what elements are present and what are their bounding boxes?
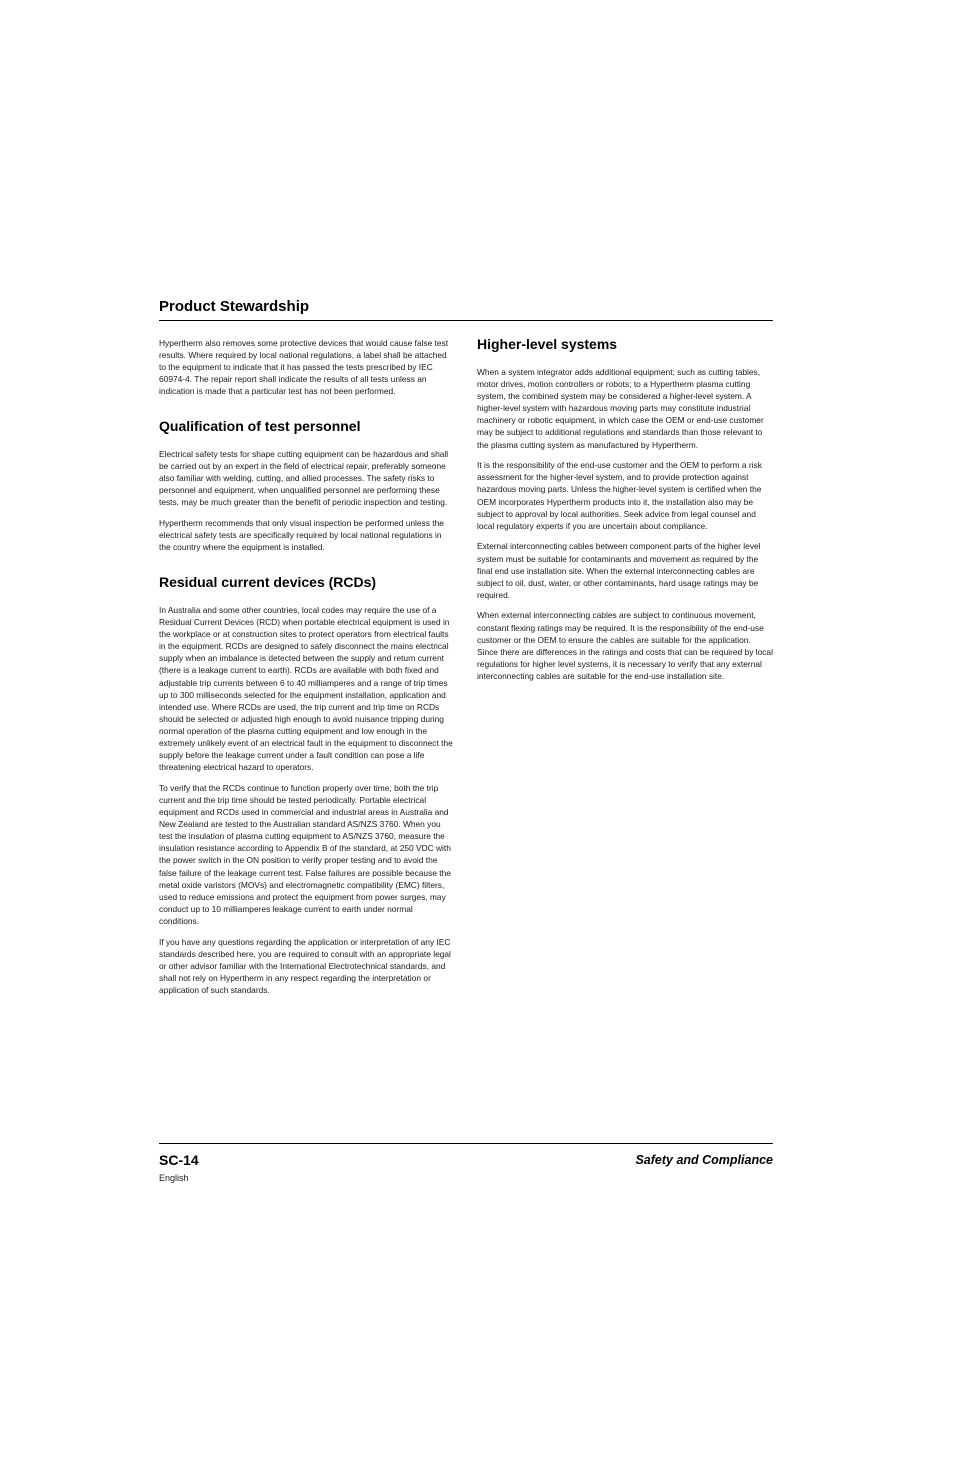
higher-level-paragraph-2: It is the responsibility of the end-use customer and the OEM to perform a risk assessment for the higher-level system, and to provide protection against hazardous moving parts. Unless the higher-level system is certified when the OEM incorporates Hypertherm products into it, the installation also may be subject to approval by local authorities. Seek advice from legal counsel and local regulatory experts if you are uncertain about compliance. — [477, 460, 762, 531]
higher-level-paragraph-4: When external interconnecting cables are subject to continuous movement, constant flexing ratings may be required. It is the responsibility of the end-use customer or the OEM to ensure the cables are suitable for the application. Since there are differences in the ratings and costs that can be required by local regulations for higher level systems, it is necessary to verify that any external interconnecting cables are suitable for the end-use installation site. — [477, 610, 773, 681]
page-number: SC-14 — [159, 1152, 199, 1168]
rcd-paragraph-3: If you have any questions regarding the application or interpretation of any IEC standards described here, you are required to consult with an appropriate legal or other advisor familiar with the International Electrotechnical standards, and shall not rely on Hypertherm in any respect regarding the interpretation or application of such standards. — [159, 936, 451, 995]
qualification-paragraph-1: Electrical safety tests for shape cutting equipment can be hazardous and shall be carried out by an expert in the field of electrical repair, preferably someone also familiar with welding, cutting, and allied processes. The safety risks to personnel and equipment, when unqualified personnel are performing these tests, may be much greater than the benefit of periodic inspection and testing. — [159, 449, 449, 508]
higher-level-paragraph-1: When a system integrator adds additional equipment; such as cutting tables, motor drives, motion controllers or robots; to a Hypertherm plasma cutting system, the combined system may be considered a higher-level system. A higher-level system with hazardous moving parts may constitute industrial machinery or robotic equipment, in which case the OEM or end-use customer may be subject to additional regulations and standards than those relevant to the plasma cutting system as manufactured by Hypertherm. — [477, 367, 764, 450]
rcd-paragraph-1: In Australia and some other countries, local codes may require the use of a Residual Current Devices (RCD) when portable electrical equipment is used in the workplace or at construction sites to protect operators from electrical faults in the equipment. RCDs are designed to safely disconnect the mains electrical supply when an imbalance is detected between the supply and return current (there is a leakage current to earth). RCDs are available with both fixed and adjustable trip currents between 6 to 40 milliamperes and a range of trip times up to 300 milliseconds selected for the equipment installation, application and intended use. Where RCDs are used, the trip current and trip time on RCDs should be selected or adjusted high enough to avoid nuisance tripping during normal operation of the plasma cutting equipment and low enough in the extremely unlikely event of an electrical fault in the equipment to disconnect the supply before the leakage current under a fault condition can pose a life threatening electrical hazard to operators. — [159, 605, 453, 773]
right-column — [477, 336, 773, 691]
language-label: English — [159, 1173, 189, 1183]
header-rule — [159, 320, 773, 321]
intro-paragraph: Hypertherm also removes some protective devices that would cause false test results. Where required by local national regulations, a label shall be attached to the equipment to indicate that it has passed the tests prescribed by IEC 60974-4. The repair report shall indicate the results of all tests unless an indication is made that a particular test has not been performed. — [159, 338, 449, 397]
heading-qualification: Qualification of test personnel — [159, 418, 361, 435]
document-title: Safety and Compliance — [635, 1153, 773, 1167]
qualification-paragraph-2: Hypertherm recommends that only visual inspection be performed unless the electrical safety tests are specifically required by local national regulations in the country where the equipment is installed. — [159, 518, 444, 553]
left-column — [159, 337, 455, 1005]
heading-rcd: Residual current devices (RCDs) — [159, 574, 377, 590]
footer-rule — [159, 1143, 773, 1144]
rcd-paragraph-2: To verify that the RCDs continue to function properly over time, both the trip current and the trip time should be tested periodically. Portable electrical equipment and RCDs used in commercial and industrial areas in Australia and New Zealand are tested to the Australian standard AS/NZS 3760. When you test the insulation of plasma cutting equipment to AS/NZS 3760, measure the insulation resistance according to Appendix B of the standard, at 250 VDC with the power switch in the ON position to verify proper testing and to avoid the false failure of the leakage current test. False failures are possible because the metal oxide varistors (MOVs) and electromagnetic compatibility (EMC) filters, used to reduce emissions and protect the equipment from power surges, may conduct up to 10 milliamperes leakage current to earth under normal conditions. — [159, 782, 451, 926]
heading-higher-level: Higher-level systems — [477, 336, 618, 352]
section-title: Product Stewardship — [159, 298, 310, 315]
higher-level-paragraph-3: External interconnecting cables between component parts of the higher level system must be suitable for contaminants and movement as required by the final end use installation site. When the external interconnecting cables are subject to oil, dust, water, or other contaminants, hard usage ratings may be required. — [477, 541, 761, 600]
